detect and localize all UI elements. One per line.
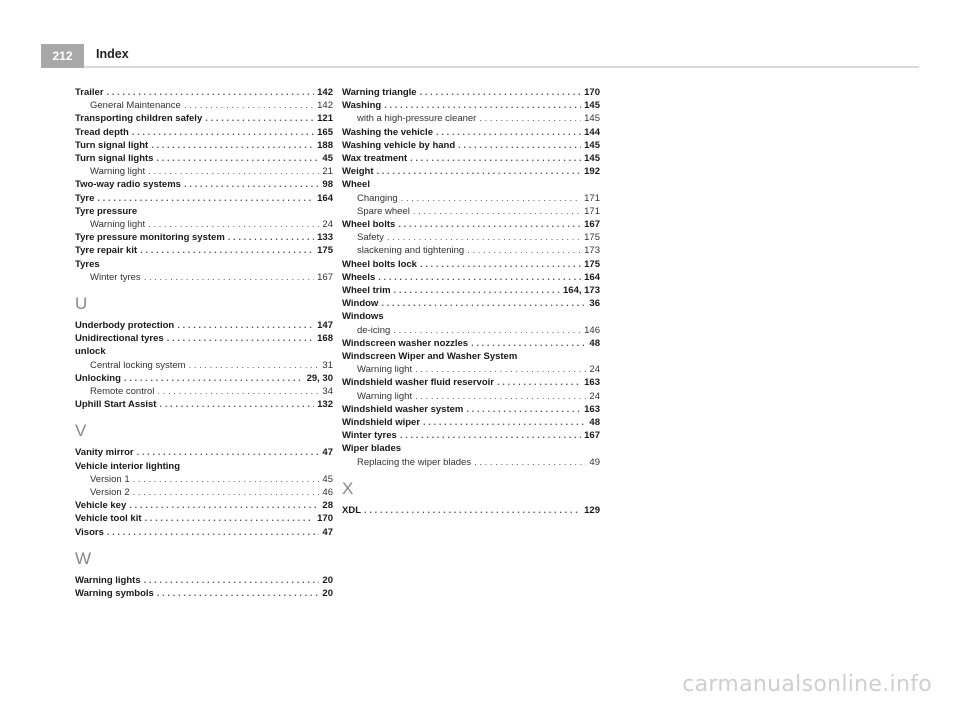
entry-label: Windshield washer system bbox=[342, 403, 464, 415]
entry-page-number: 163 bbox=[584, 403, 600, 415]
entry-page-number: 36 bbox=[589, 298, 600, 310]
entry-page-number: 164 bbox=[317, 192, 333, 204]
w-entry-group-left bbox=[75, 574, 333, 600]
entry-label: Washing vehicle by hand bbox=[342, 139, 456, 151]
entry-label: Trailer bbox=[75, 87, 104, 98]
entry-page-number: 132 bbox=[317, 399, 333, 411]
entry-label: Windshield washer fluid reservoir bbox=[342, 377, 494, 389]
index-subentry bbox=[342, 112, 600, 125]
index-entry bbox=[75, 86, 333, 99]
entry-label: Central locking system bbox=[90, 359, 186, 371]
entry-label: Wheel trim bbox=[342, 285, 391, 297]
entry-page-number: 47 bbox=[322, 526, 333, 538]
dot-leader bbox=[398, 218, 581, 231]
index-subentry bbox=[75, 271, 333, 284]
entry-page-number: 47 bbox=[322, 447, 333, 459]
entry-label: Wheel bolts lock bbox=[342, 258, 417, 270]
entry-label: Unidirectional tyres bbox=[75, 333, 164, 345]
index-column-right bbox=[342, 86, 600, 517]
entry-page-number: 31 bbox=[322, 359, 333, 371]
entry-label: Weight bbox=[342, 166, 374, 178]
entry-page-number: 171 bbox=[584, 192, 600, 204]
dot-leader bbox=[364, 504, 581, 517]
entry-label: Winter tyres bbox=[342, 430, 397, 442]
entry-label: Spare wheel bbox=[357, 205, 410, 217]
entry-label: Tyre bbox=[75, 192, 95, 204]
index-entry bbox=[342, 403, 600, 416]
entry-label: Windshield wiper bbox=[342, 417, 421, 429]
dot-leader bbox=[145, 512, 315, 525]
entry-label: Warning light bbox=[357, 364, 413, 376]
dot-leader bbox=[189, 359, 320, 372]
index-entry bbox=[75, 372, 333, 385]
header-rule bbox=[41, 66, 919, 68]
entry-label: Turn signal lights bbox=[75, 153, 154, 165]
dot-leader bbox=[156, 152, 319, 165]
dot-leader bbox=[479, 112, 581, 125]
entry-page-number: 28 bbox=[322, 500, 333, 512]
entry-label: Turn signal light bbox=[75, 139, 149, 151]
index-subentry bbox=[75, 99, 333, 112]
entry-label: Version 2 bbox=[90, 487, 130, 499]
index-column-left bbox=[75, 86, 333, 600]
entry-label: Washing bbox=[342, 100, 382, 112]
index-entry bbox=[342, 165, 600, 178]
index-entry bbox=[342, 218, 600, 231]
index-subentry bbox=[342, 231, 600, 244]
dot-leader bbox=[148, 165, 319, 178]
entry-page-number: 164, 173 bbox=[563, 285, 600, 297]
entry-label: General Maintenance bbox=[90, 100, 181, 112]
page-number-tab: 212 bbox=[41, 44, 84, 68]
index-entry bbox=[342, 139, 600, 152]
entry-label: Replacing the wiper blades bbox=[357, 456, 472, 468]
dot-leader bbox=[400, 429, 581, 442]
index-entry bbox=[75, 126, 333, 139]
dot-leader bbox=[384, 99, 581, 112]
entry-page-number: 29, 30 bbox=[306, 372, 333, 384]
index-entry bbox=[75, 231, 333, 244]
dot-leader bbox=[148, 218, 319, 231]
dot-leader bbox=[415, 363, 586, 376]
entry-page-number: 167 bbox=[584, 219, 600, 231]
index-entry bbox=[342, 152, 600, 165]
entry-label: Windscreen washer nozzles bbox=[342, 337, 469, 349]
index-entry bbox=[342, 416, 600, 429]
index-heading: Wheel bbox=[342, 179, 370, 191]
index-entry bbox=[342, 284, 600, 297]
entry-label: Remote control bbox=[90, 386, 155, 398]
index-entry bbox=[75, 332, 333, 345]
index-entry bbox=[75, 112, 333, 125]
entry-label: Wheel bolts bbox=[342, 219, 396, 231]
dot-leader bbox=[420, 258, 581, 271]
entry-page-number: 163 bbox=[584, 377, 600, 389]
entry-label: Warning triangle bbox=[342, 87, 417, 98]
entry-label: with a high-pressure cleaner bbox=[357, 113, 477, 125]
index-entry bbox=[75, 319, 333, 332]
dot-leader bbox=[393, 324, 581, 337]
index-subentry bbox=[342, 456, 600, 469]
dot-leader bbox=[133, 473, 320, 486]
entry-label: Warning light bbox=[357, 390, 413, 402]
index-entry bbox=[342, 271, 600, 284]
entry-label: Vehicle key bbox=[75, 500, 127, 512]
entry-label: Tyre repair kit bbox=[75, 245, 138, 257]
entry-page-number: 34 bbox=[322, 386, 333, 398]
index-heading: Windows bbox=[342, 311, 384, 323]
entry-label: Wheels bbox=[342, 271, 376, 283]
entry-page-number: 45 bbox=[322, 473, 333, 485]
entry-page-number: 167 bbox=[584, 430, 600, 442]
index-subentry bbox=[342, 363, 600, 376]
entry-label: Underbody protection bbox=[75, 320, 175, 332]
index-subentry bbox=[75, 359, 333, 372]
dot-leader bbox=[471, 337, 586, 350]
entry-page-number: 48 bbox=[589, 337, 600, 349]
index-entry bbox=[75, 499, 333, 512]
entry-page-number: 145 bbox=[584, 139, 600, 151]
entry-label: Tread depth bbox=[75, 126, 129, 138]
entry-page-number: 167 bbox=[317, 271, 333, 283]
entry-label: Visors bbox=[75, 526, 104, 538]
entry-page-number: 142 bbox=[317, 87, 333, 98]
index-subentry bbox=[75, 473, 333, 486]
entry-label: Vanity mirror bbox=[75, 447, 134, 459]
index-subentry bbox=[342, 192, 600, 205]
entry-label: XDL bbox=[342, 504, 361, 516]
index-heading: Tyres bbox=[75, 258, 100, 270]
watermark: carmanualsonline.info bbox=[682, 672, 932, 697]
index-entry bbox=[75, 587, 333, 600]
dot-leader bbox=[423, 416, 586, 429]
entry-page-number: 175 bbox=[317, 245, 333, 257]
index-entry bbox=[342, 376, 600, 389]
index-subentry bbox=[75, 218, 333, 231]
dot-leader bbox=[97, 192, 314, 205]
index-entry bbox=[342, 504, 600, 517]
entry-label: Changing bbox=[357, 192, 398, 204]
letter-heading-v: V bbox=[75, 421, 87, 441]
dot-leader bbox=[157, 385, 319, 398]
entry-label: slackening and tightening bbox=[357, 245, 465, 257]
entry-page-number: 164 bbox=[584, 271, 600, 283]
entry-label: Two-way radio systems bbox=[75, 179, 181, 191]
dot-leader bbox=[124, 372, 304, 385]
entry-page-number: 24 bbox=[322, 219, 333, 231]
dot-leader bbox=[129, 499, 319, 512]
entry-label: Warning light bbox=[90, 219, 146, 231]
dot-leader bbox=[184, 178, 319, 191]
entry-label: Washing the vehicle bbox=[342, 126, 433, 138]
dot-leader bbox=[410, 152, 581, 165]
index-heading: Tyre pressure bbox=[75, 205, 138, 217]
entry-page-number: 170 bbox=[317, 513, 333, 525]
entry-page-number: 146 bbox=[584, 324, 600, 336]
entry-page-number: 21 bbox=[322, 166, 333, 178]
entry-label: Warning light bbox=[90, 166, 146, 178]
dot-leader bbox=[177, 319, 314, 332]
dot-leader bbox=[436, 126, 581, 139]
dot-leader bbox=[467, 244, 581, 257]
entry-label: Warning lights bbox=[75, 574, 141, 586]
entry-label: de-icing bbox=[357, 324, 391, 336]
index-entry bbox=[75, 192, 333, 205]
v-entry-group bbox=[75, 446, 333, 538]
index-entry bbox=[75, 244, 333, 257]
dot-leader bbox=[420, 86, 582, 99]
entry-page-number: 133 bbox=[317, 232, 333, 244]
u-entry-group bbox=[75, 319, 333, 411]
dot-leader bbox=[228, 231, 314, 244]
index-subentry bbox=[75, 165, 333, 178]
entry-page-number: 46 bbox=[322, 487, 333, 499]
index-entry bbox=[342, 86, 600, 99]
entry-page-number: 145 bbox=[584, 113, 600, 125]
x-entry-group bbox=[342, 504, 600, 517]
entry-page-number: 171 bbox=[584, 205, 600, 217]
index-heading: unlock bbox=[75, 346, 106, 358]
entry-page-number: 129 bbox=[584, 504, 600, 516]
entry-page-number: 48 bbox=[589, 417, 600, 429]
entry-label: Winter tyres bbox=[90, 271, 141, 283]
entry-label: Safety bbox=[357, 232, 384, 244]
index-entry bbox=[75, 152, 333, 165]
dot-leader bbox=[137, 446, 320, 459]
index-entry bbox=[342, 99, 600, 112]
dot-leader bbox=[378, 271, 581, 284]
entry-page-number: 49 bbox=[589, 456, 600, 468]
dot-leader bbox=[466, 403, 581, 416]
entry-page-number: 173 bbox=[584, 245, 600, 257]
entry-page-number: 188 bbox=[317, 139, 333, 151]
dot-leader bbox=[458, 139, 581, 152]
dot-leader bbox=[132, 126, 314, 139]
page-title: Index bbox=[96, 47, 129, 61]
dot-leader bbox=[140, 244, 314, 257]
dot-leader bbox=[133, 486, 320, 499]
entry-page-number: 142 bbox=[317, 100, 333, 112]
entry-page-number: 175 bbox=[584, 258, 600, 270]
index-entry bbox=[75, 446, 333, 459]
entry-label: Unlocking bbox=[75, 372, 121, 384]
dot-leader bbox=[184, 99, 314, 112]
entry-page-number: 147 bbox=[317, 320, 333, 332]
entry-page-number: 20 bbox=[322, 588, 333, 600]
entry-label: Transporting children safely bbox=[75, 113, 203, 125]
index-entry bbox=[75, 526, 333, 539]
entry-page-number: 98 bbox=[322, 179, 333, 191]
entry-page-number: 145 bbox=[584, 100, 600, 112]
entry-label: Warning symbols bbox=[75, 588, 154, 600]
letter-heading-u: U bbox=[75, 294, 88, 314]
entry-page-number: 144 bbox=[584, 126, 600, 138]
entry-page-number: 170 bbox=[584, 87, 600, 98]
index-subentry bbox=[342, 205, 600, 218]
dot-leader bbox=[144, 271, 314, 284]
entry-page-number: 175 bbox=[584, 232, 600, 244]
dot-leader bbox=[159, 398, 314, 411]
dot-leader bbox=[205, 112, 314, 125]
dot-leader bbox=[377, 165, 582, 178]
entry-label: Window bbox=[342, 298, 379, 310]
entry-page-number: 45 bbox=[322, 153, 333, 165]
index-entry bbox=[342, 337, 600, 350]
entry-page-number: 24 bbox=[589, 364, 600, 376]
entry-label: Tyre pressure monitoring system bbox=[75, 232, 225, 244]
index-heading: Vehicle interior lighting bbox=[75, 460, 181, 472]
entry-page-number: 24 bbox=[589, 390, 600, 402]
index-subentry bbox=[75, 385, 333, 398]
dot-leader bbox=[167, 332, 314, 345]
index-entry bbox=[75, 512, 333, 525]
letter-heading-w: W bbox=[75, 548, 92, 568]
dot-leader bbox=[144, 574, 320, 587]
dot-leader bbox=[107, 86, 315, 99]
index-entry bbox=[342, 429, 600, 442]
dot-leader bbox=[497, 376, 581, 389]
index-entry bbox=[342, 126, 600, 139]
dot-leader bbox=[387, 231, 581, 244]
entry-page-number: 20 bbox=[322, 574, 333, 586]
index-entry bbox=[75, 574, 333, 587]
entry-label: Wax treatment bbox=[342, 153, 408, 165]
dot-leader bbox=[401, 192, 581, 205]
entry-page-number: 121 bbox=[317, 113, 333, 125]
index-subentry bbox=[75, 486, 333, 499]
entry-page-number: 145 bbox=[584, 153, 600, 165]
w-entry-group-right bbox=[342, 86, 600, 469]
dot-leader bbox=[107, 526, 320, 539]
dot-leader bbox=[413, 205, 581, 218]
index-heading: Windscreen Wiper and Washer System bbox=[342, 351, 518, 363]
dot-leader bbox=[381, 297, 586, 310]
entry-label: Version 1 bbox=[90, 473, 130, 485]
index-entry bbox=[75, 139, 333, 152]
entry-page-number: 192 bbox=[584, 166, 600, 178]
index-subentry bbox=[342, 244, 600, 257]
entry-page-number: 165 bbox=[317, 126, 333, 138]
dot-leader bbox=[151, 139, 314, 152]
entry-page-number: 168 bbox=[317, 333, 333, 345]
t-entry-group bbox=[75, 86, 333, 284]
index-subentry bbox=[342, 324, 600, 337]
letter-heading-x: X bbox=[342, 478, 354, 498]
index-entry bbox=[75, 398, 333, 411]
entry-label: Uphill Start Assist bbox=[75, 399, 157, 411]
dot-leader bbox=[474, 456, 586, 469]
index-subentry bbox=[342, 390, 600, 403]
entry-label: Vehicle tool kit bbox=[75, 513, 142, 525]
index-entry bbox=[75, 178, 333, 191]
index-entry bbox=[342, 297, 600, 310]
dot-leader bbox=[415, 390, 586, 403]
index-entry bbox=[342, 258, 600, 271]
dot-leader bbox=[157, 587, 320, 600]
dot-leader bbox=[394, 284, 560, 297]
index-heading: Wiper blades bbox=[342, 443, 402, 455]
